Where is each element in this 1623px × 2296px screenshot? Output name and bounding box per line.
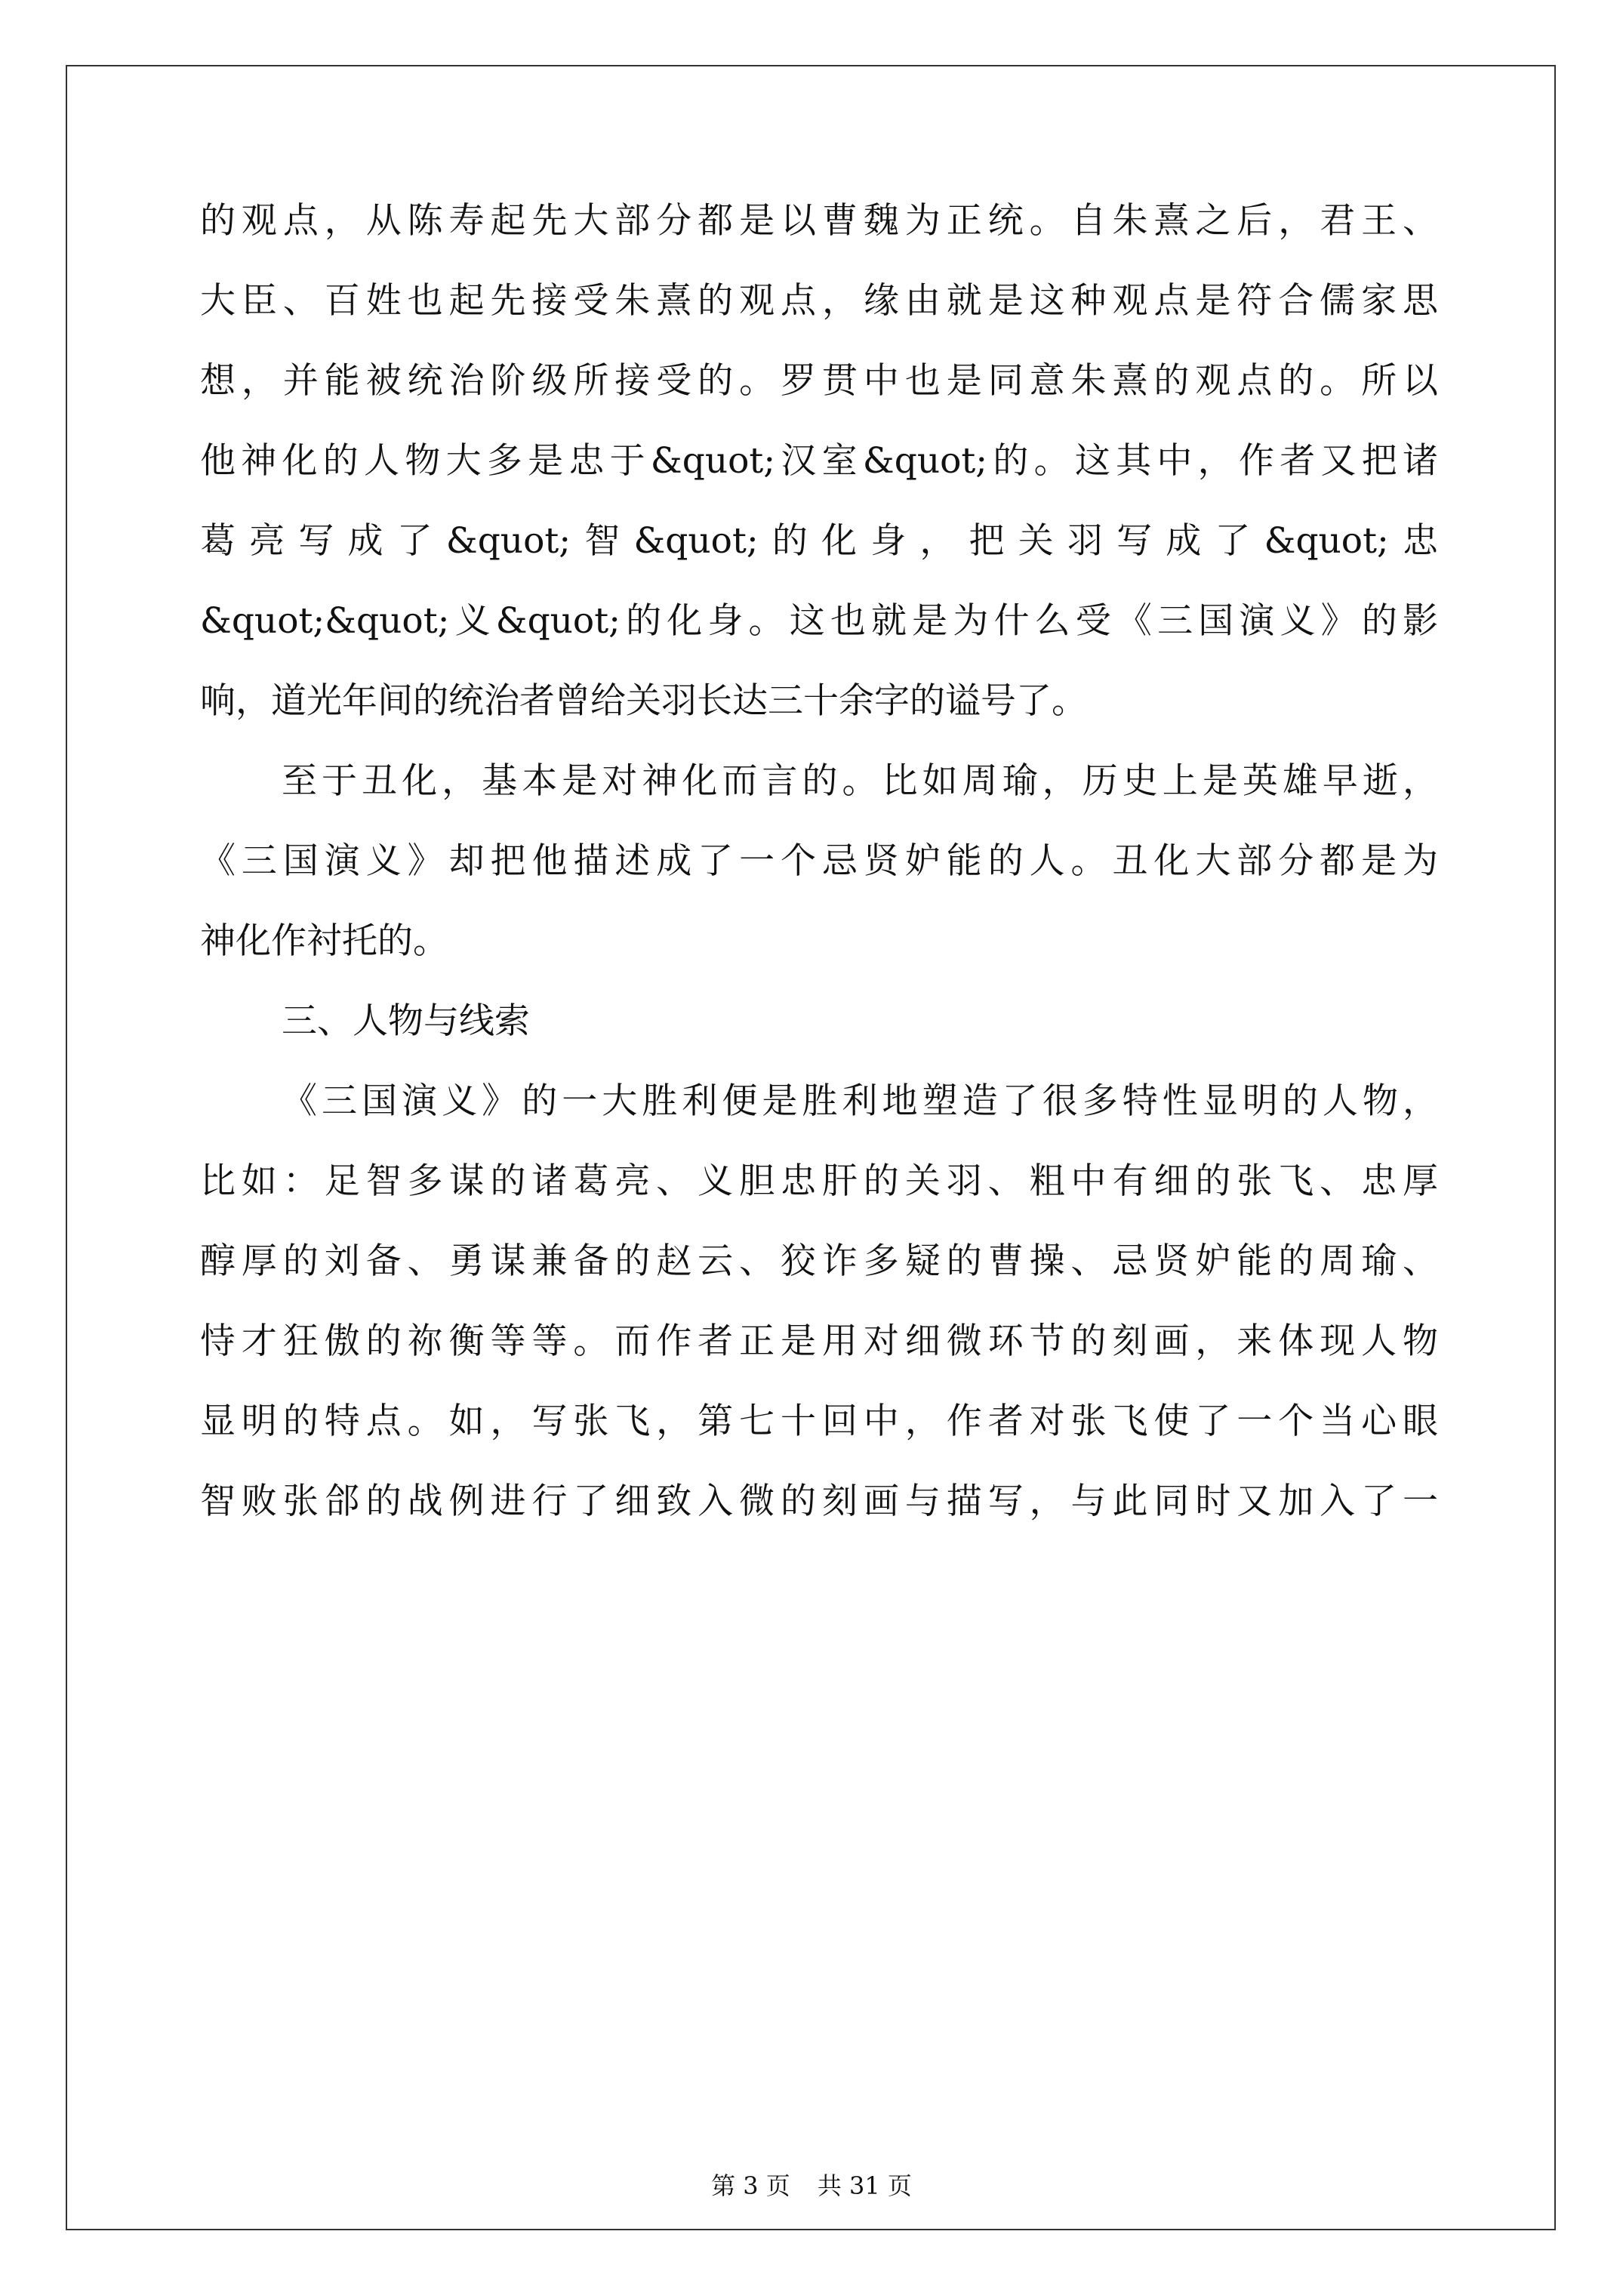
text-line: 神化作衬托的。 [200,920,448,962]
text-line: 想，并能被统治阶级所接受的。罗贯中也是同意朱熹的观点的。所以 [200,360,1438,402]
page-number: 第 3 页 [711,2171,790,2200]
text-line: 智败张郃的战例进行了细致入微的刻画与描写，与此同时又加入了一 [200,1481,1438,1522]
total-pages: 共 31 页 [817,2171,912,2200]
text-line: 响，道光年间的统治者曾给关羽长达三十余字的谥号了。 [200,680,1087,722]
paragraph-first-line: 至于丑化，基本是对神化而言的。比如周瑜，历史上是英雄早逝， [282,760,1438,802]
section-heading: 三、人物与线索 [282,1000,530,1042]
text-line: 的观点，从陈寿起先大部分都是以曹魏为正统。自朱熹之后，君王、 [200,200,1438,242]
page-footer [0,2171,1623,2201]
text-line: 他神化的人物大多是忠于&quot;汉室&quot;的。这其中，作者又把诸 [200,440,1438,482]
text-line: 比如：足智多谋的诸葛亮、义胆忠肝的关羽、粗中有细的张飞、忠厚 [200,1160,1438,1202]
text-line: 醇厚的刘备、勇谋兼备的赵云、狡诈多疑的曹操、忌贤妒能的周瑜、 [200,1240,1438,1282]
paragraph-first-line: 《三国演义》的一大胜利便是胜利地塑造了很多特性显明的人物， [282,1080,1438,1122]
text-line: 恃才狂傲的祢衡等等。而作者正是用对细微环节的刻画，来体现人物 [200,1321,1438,1362]
text-line: &quot;&quot;义&quot;的化身。这也就是为什么受《三国演义》的影 [200,600,1438,642]
text-line: 显明的特点。如，写张飞，第七十回中，作者对张飞使了一个当心眼 [200,1401,1438,1442]
text-line: 葛亮写成了&quot;智&quot;的化身，把关羽写成了&quot;忠 [200,520,1438,562]
text-line: 大臣、百姓也起先接受朱熹的观点，缘由就是这种观点是符合儒家思 [200,280,1438,322]
body-text [200,181,1438,1542]
text-line: 《三国演义》却把他描述成了一个忌贤妒能的人。丑化大部分都是为 [200,840,1438,882]
